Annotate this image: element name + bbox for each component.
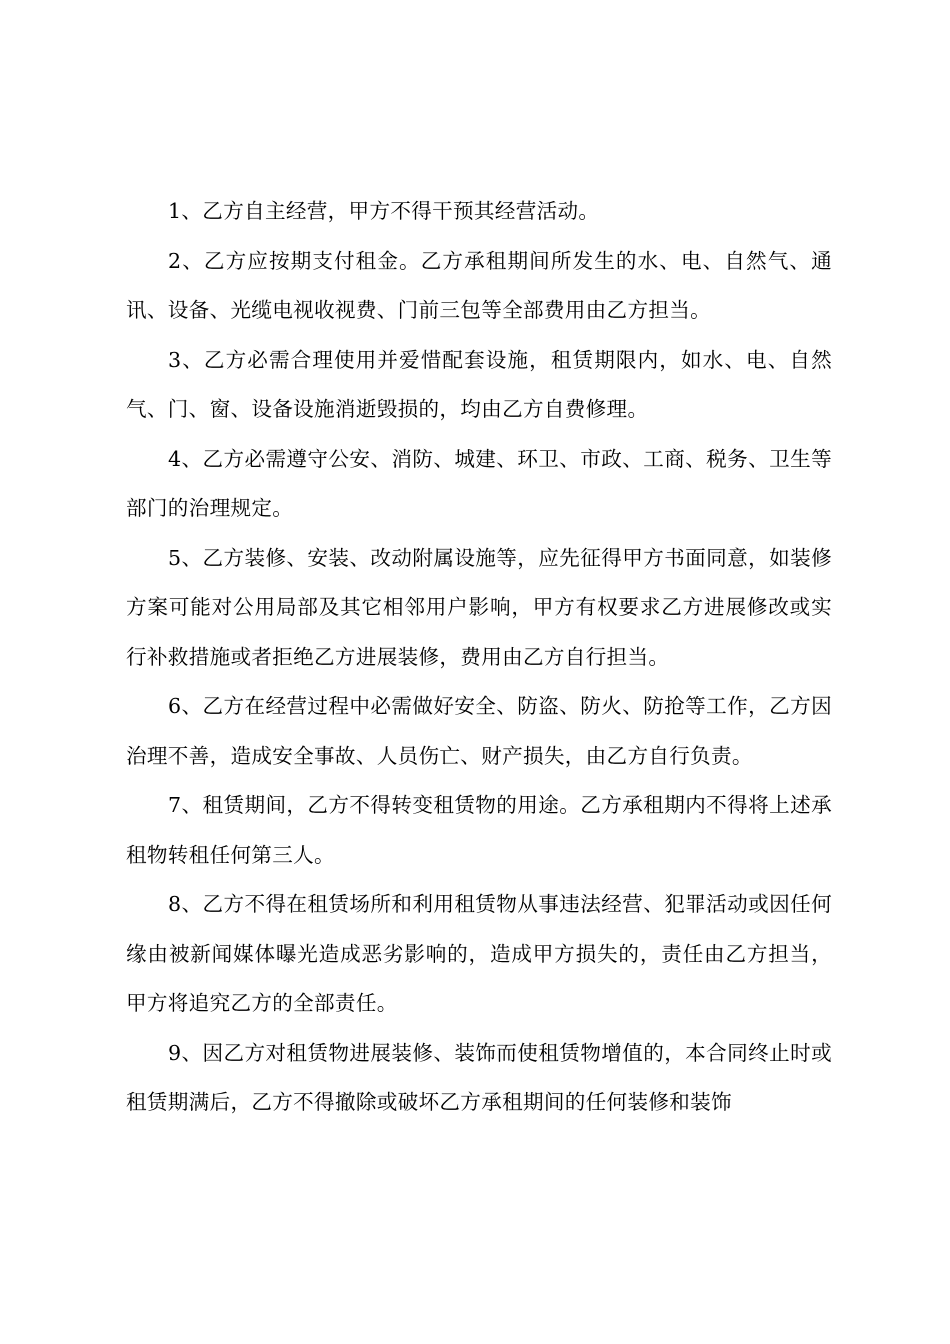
clause-3: 3、乙方必需合理使用并爱惜配套设施，租赁期限内，如水、电、自然气、门、窗、设备设施消逝毁损的，均由乙方自费修理。 <box>126 347 832 421</box>
clause-1: 1、乙方自主经营，甲方不得干预其经营活动。 <box>168 199 600 223</box>
clause-8: 8、乙方不得在租赁场所和利用租赁物从事违法经营、犯罪活动或因任何缘由被新闻媒体曝光造成恶劣影响的，造成甲方损失的，责任由乙方担当，甲方将追究乙方的全部责任。 <box>126 892 832 1015</box>
clause-6: 6、乙方在经营过程中必需做好安全、防盗、防火、防抢等工作，乙方因治理不善，造成安全事故、人员伤亡、财产损失，由乙方自行负责。 <box>126 694 832 768</box>
clause-7: 7、租赁期间，乙方不得转变租赁物的用途。乙方承租期内不得将上述承租物转租任何第三人。 <box>126 793 832 867</box>
clause-9: 9、因乙方对租赁物进展装修、装饰而使租赁物增值的，本合同终止时或租赁期满后，乙方不得撤除或破坏乙方承租期间的任何装修和装饰 <box>126 1040 832 1114</box>
clause-2: 2、乙方应按期支付租金。乙方承租期间所发生的水、电、自然气、通讯、设备、光缆电视收视费、门前三包等全部费用由乙方担当。 <box>126 248 832 322</box>
clause-4: 4、乙方必需遵守公安、消防、城建、环卫、市政、工商、税务、卫生等部门的治理规定。 <box>126 446 832 520</box>
contract-body <box>126 187 832 1128</box>
clause-5: 5、乙方装修、安装、改动附属设施等，应先征得甲方书面同意，如装修方案可能对公用局部及其它相邻用户影响，甲方有权要求乙方进展修改或实行补救措施或者拒绝乙方进展装修，费用由乙方自行担当。 <box>126 545 832 669</box>
